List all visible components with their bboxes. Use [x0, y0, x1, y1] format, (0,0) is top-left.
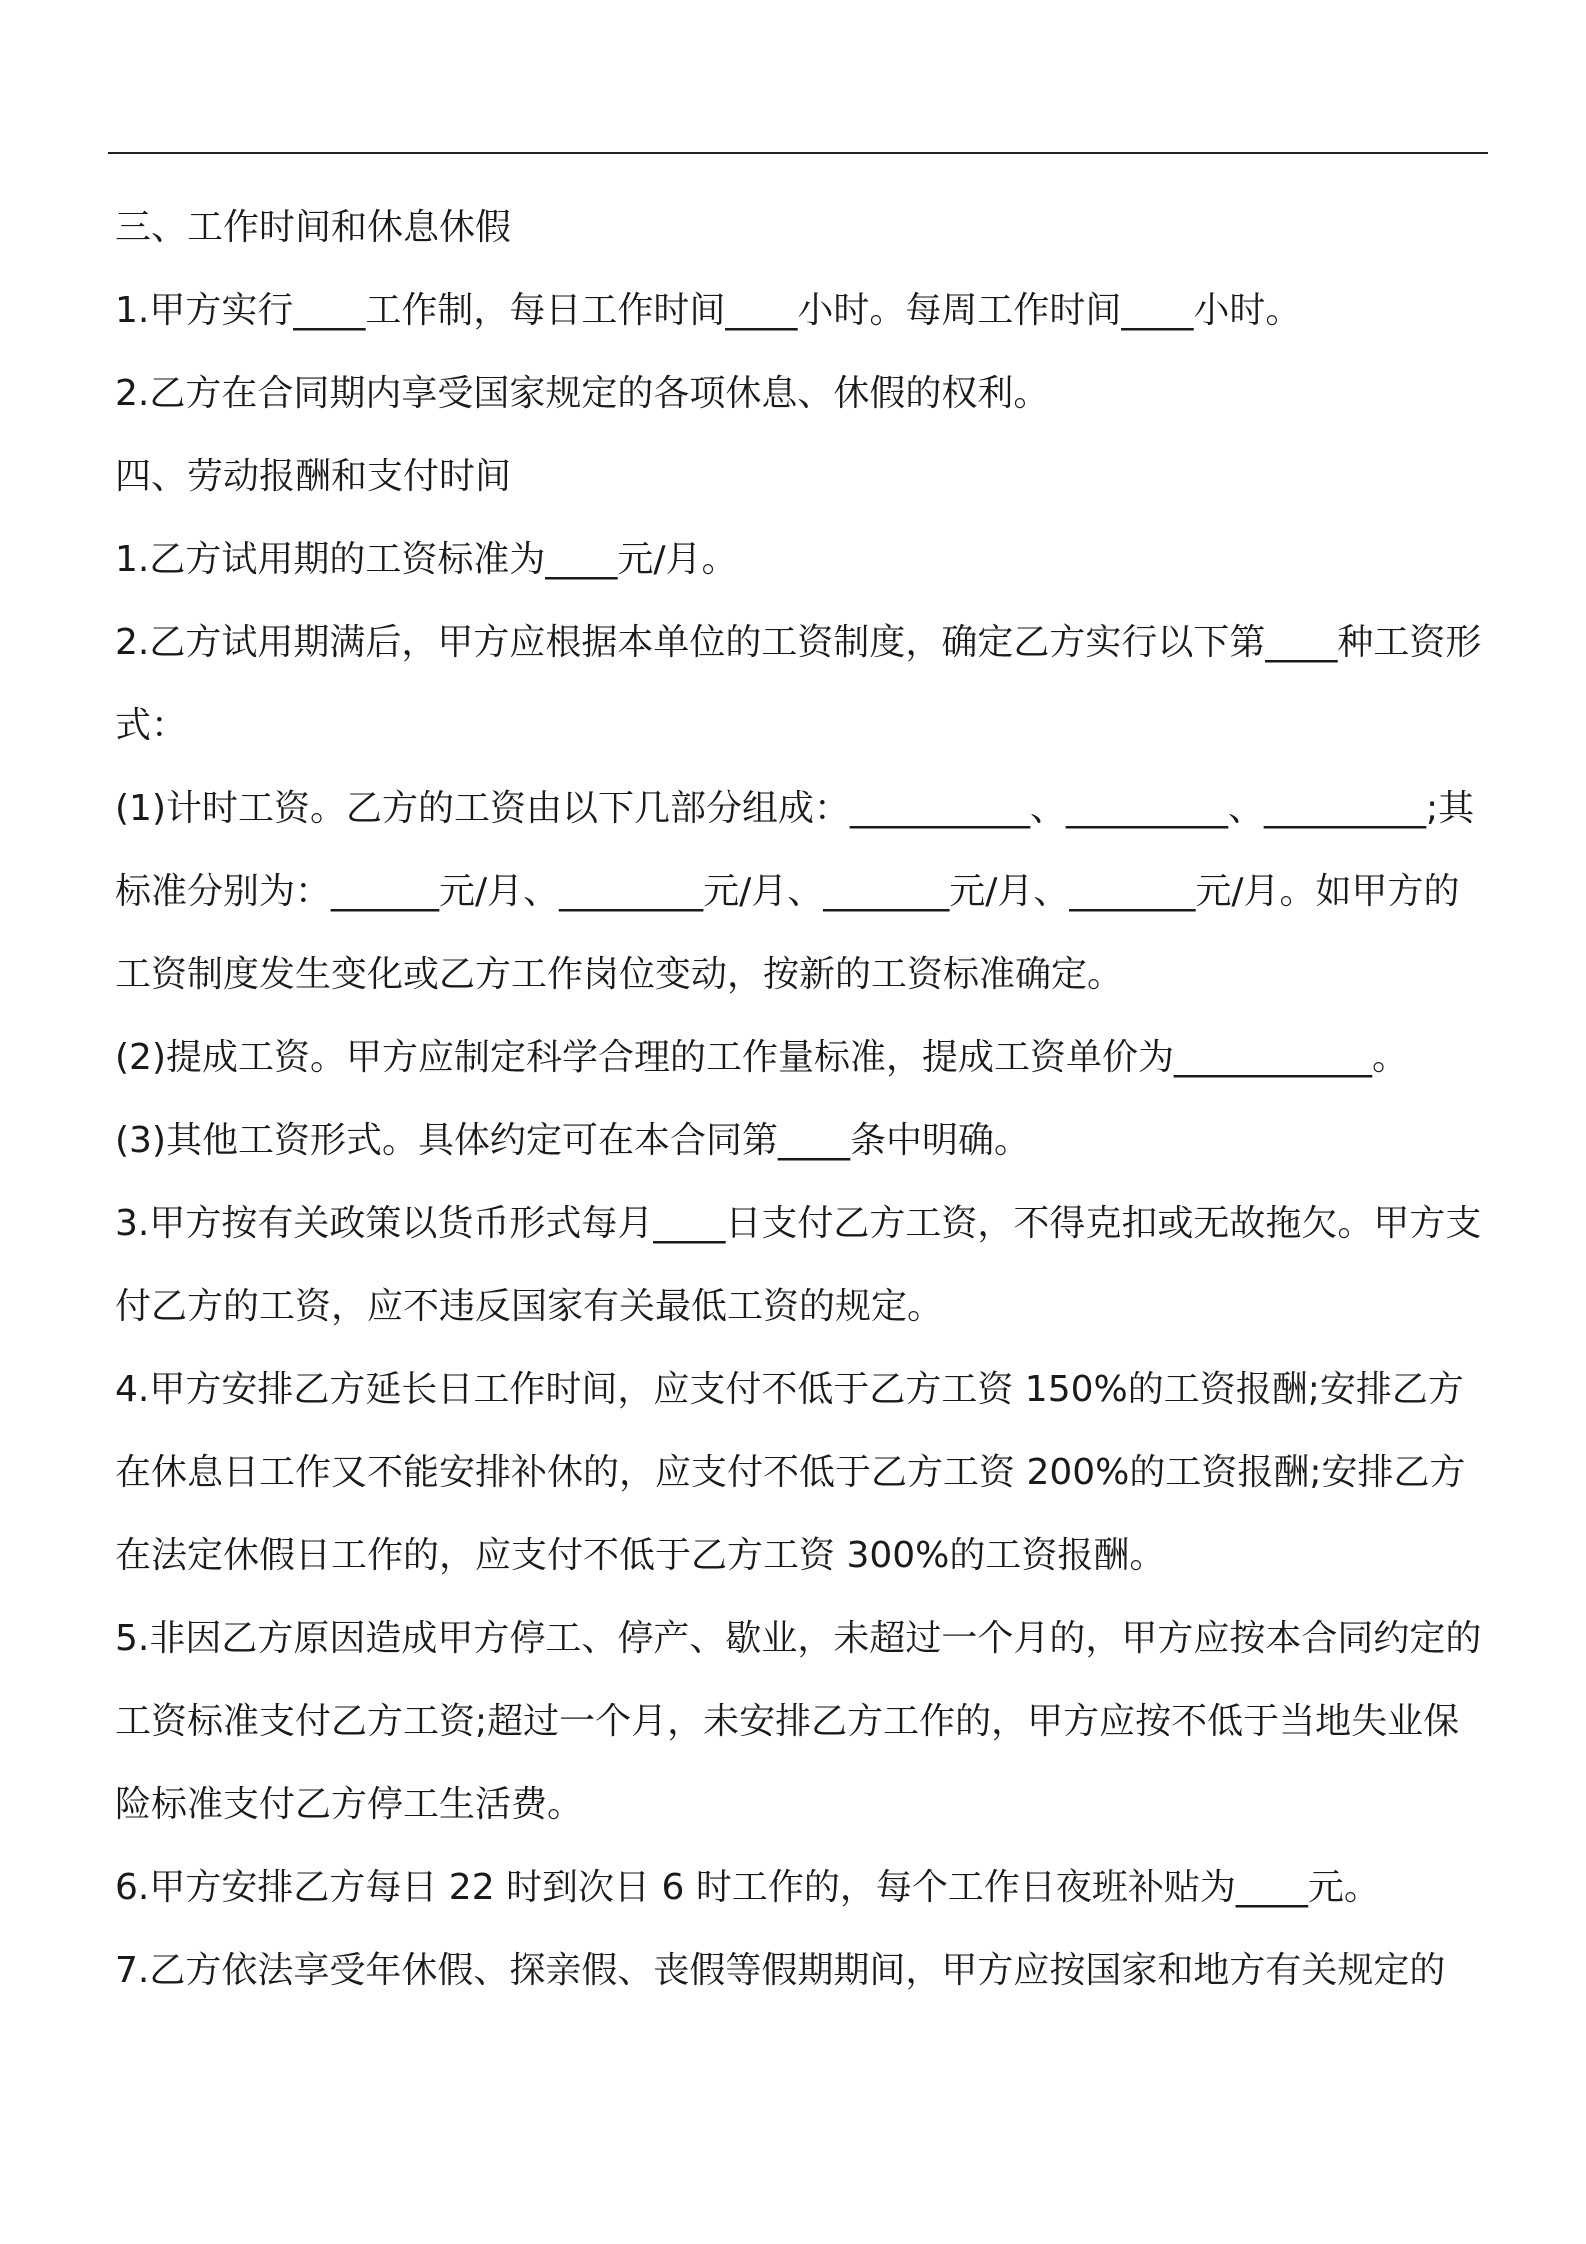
document-body — [115, 186, 1485, 2012]
paragraph: 2.乙方在合同期内享受国家规定的各项休息、休假的权利。 — [115, 373, 1050, 414]
paragraph: (2)提成工资。甲方应制定科学合理的工作量标准，提成工资单价为___________。 — [115, 1037, 1408, 1078]
paragraph: 4.甲方安排乙方延长日工作时间，应支付不低于乙方工资 150%的工资报酬;安排乙方在休息日工作又不能安排补休的，应支付不低于乙方工资 200%的工资报酬;安排乙方在法定休假日工作的，应支付不低于乙方工资 300%的工资报酬。 — [115, 1369, 1466, 1576]
paragraph: 6.甲方安排乙方每日 22 时到次日 6 时工作的，每个工作日夜班补贴为____元。 — [115, 1867, 1380, 1908]
header-divider — [108, 152, 1488, 154]
section-heading-remuneration: 四、劳动报酬和支付时间 — [115, 456, 512, 497]
paragraph: 3.甲方按有关政策以货币形式每月____日支付乙方工资，不得克扣或无故拖欠。甲方支付乙方的工资，应不违反国家有关最低工资的规定。 — [115, 1203, 1482, 1327]
paragraph: 2.乙方试用期满后，甲方应根据本单位的工资制度，确定乙方实行以下第____种工资形式： — [115, 622, 1482, 746]
paragraph: 1.甲方实行____工作制，每日工作时间____小时。每周工作时间____小时。 — [115, 290, 1302, 331]
paragraph: 1.乙方试用期的工资标准为____元/月。 — [115, 539, 738, 580]
paragraph: 7.乙方依法享受年休假、探亲假、丧假等假期期间，甲方应按国家和地方有关规定的 — [115, 1950, 1446, 1991]
paragraph: (1)计时工资。乙方的工资由以下几部分组成：__________、_________、_________;其标准分别为：______元/月、________元/月、_______元/月、_______元/月。如甲方的工资制度发生变化或乙方工作岗位变动，按新的工资标准确定。 — [115, 788, 1475, 995]
paragraph: 5.非因乙方原因造成甲方停工、停产、歇业，未超过一个月的，甲方应按本合同约定的工资标准支付乙方工资;超过一个月，未安排乙方工作的，甲方应按不低于当地失业保险标准支付乙方停工生活费。 — [115, 1618, 1482, 1825]
section-heading-work-hours: 三、工作时间和休息休假 — [115, 207, 512, 248]
paragraph: (3)其他工资形式。具体约定可在本合同第____条中明确。 — [115, 1120, 1030, 1161]
